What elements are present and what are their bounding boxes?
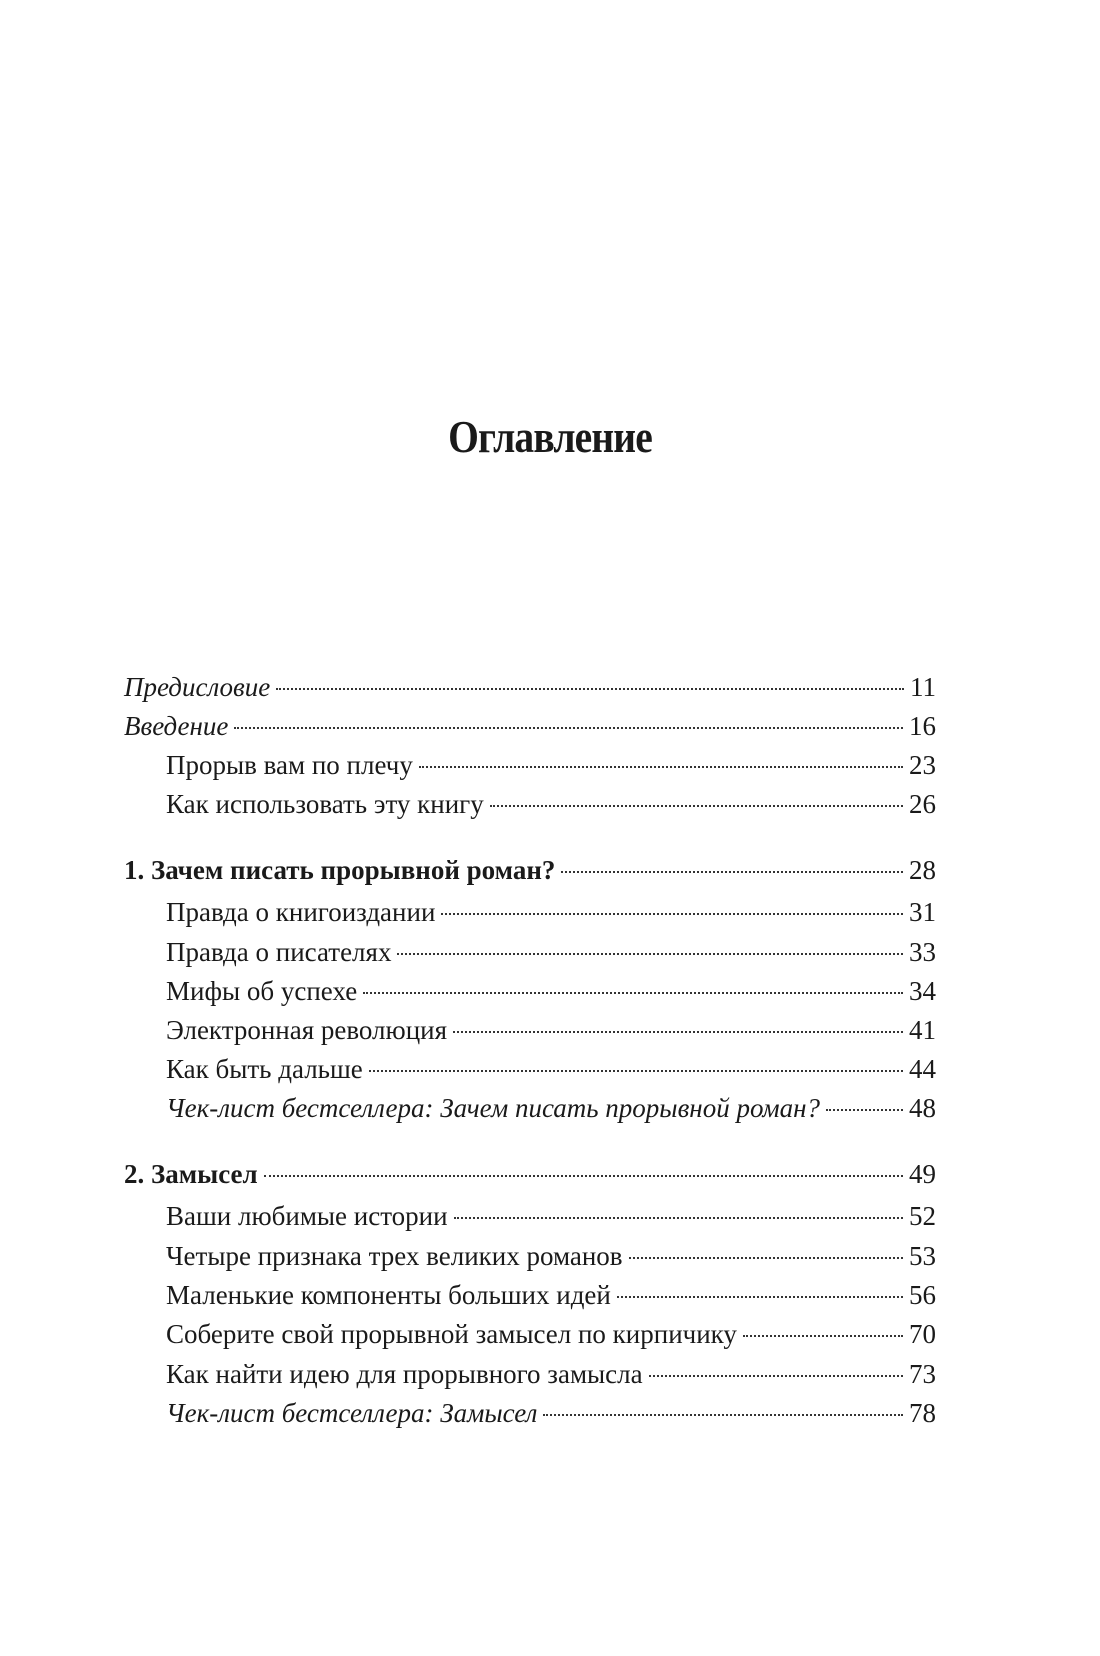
toc-page-number: 73 xyxy=(909,1359,936,1389)
toc-entry xyxy=(124,670,936,704)
toc-entry-label: 1. Зачем писать прорывной роман? xyxy=(124,855,556,885)
toc-page-number: 16 xyxy=(909,711,936,741)
toc-page-number: 31 xyxy=(909,897,936,927)
toc-page-number: 41 xyxy=(909,1015,936,1045)
toc-page-number: 11 xyxy=(910,672,936,702)
toc-page-number: 70 xyxy=(909,1319,936,1349)
toc-entry xyxy=(166,748,936,782)
dot-leader xyxy=(453,1031,903,1033)
toc-page-number: 23 xyxy=(909,750,936,780)
toc-entry xyxy=(166,1239,936,1273)
dot-leader xyxy=(454,1217,903,1219)
toc-page-number: 56 xyxy=(909,1280,936,1310)
dot-leader xyxy=(743,1335,903,1337)
dot-leader xyxy=(617,1296,903,1298)
page-title: Оглавление xyxy=(448,411,652,462)
dot-leader xyxy=(419,766,903,768)
toc-entry-label: Прорыв вам по плечу xyxy=(166,750,413,780)
dot-leader xyxy=(276,688,904,690)
toc-entry xyxy=(166,1317,936,1351)
toc-entry-label: Чек-лист бестселлера: Зачем писать прорывной роман? xyxy=(166,1093,821,1123)
toc-entry-label: Мифы об успехе xyxy=(166,976,358,1006)
toc-entry-label: 2. Замысел xyxy=(124,1159,258,1189)
toc-entry-label: Правда о писателях xyxy=(166,937,392,967)
toc-page-number: 78 xyxy=(909,1398,936,1428)
toc-entry-label: Электронная революция xyxy=(166,1015,448,1045)
toc-page-number: 44 xyxy=(909,1054,936,1084)
toc-entry xyxy=(166,1396,936,1430)
toc-page-number: 49 xyxy=(909,1159,936,1189)
toc-entry-label: Как использовать эту книгу xyxy=(166,789,484,819)
toc-entry xyxy=(166,1199,936,1233)
toc-entry xyxy=(166,787,936,821)
toc-entry-label: Соберите свой прорывной замысел по кирпичику xyxy=(166,1319,737,1349)
toc-page-number: 34 xyxy=(909,976,936,1006)
toc-entry-label: Как быть дальше xyxy=(166,1054,363,1084)
dot-leader xyxy=(369,1070,903,1072)
toc-chapter-entry xyxy=(124,1157,936,1191)
toc-page-number: 52 xyxy=(909,1201,936,1231)
toc-chapter-entry xyxy=(124,853,936,887)
toc-page-number: 48 xyxy=(909,1093,936,1123)
toc-entry xyxy=(166,1278,936,1312)
toc-page-number: 28 xyxy=(909,855,936,885)
toc-entry xyxy=(166,1357,936,1391)
dot-leader xyxy=(561,871,903,873)
dot-leader xyxy=(234,727,903,729)
dot-leader xyxy=(826,1109,903,1111)
toc-page-number: 53 xyxy=(909,1241,936,1271)
toc-entry-label: Четыре признака трех великих романов xyxy=(166,1241,623,1271)
toc-page-number: 33 xyxy=(909,937,936,967)
dot-leader xyxy=(543,1414,903,1416)
dot-leader xyxy=(441,913,903,915)
toc-entry-label: Чек-лист бестселлера: Замысел xyxy=(166,1398,538,1428)
toc-entry xyxy=(166,974,936,1008)
dot-leader xyxy=(629,1257,903,1259)
dot-leader xyxy=(649,1375,903,1377)
toc-entry-label: Маленькие компоненты больших идей xyxy=(166,1280,611,1310)
dot-leader xyxy=(264,1175,903,1177)
toc-entry xyxy=(166,935,936,969)
toc-entry xyxy=(166,1052,936,1086)
toc-entry xyxy=(166,1013,936,1047)
toc-entry-label: Предисловие xyxy=(124,672,271,702)
toc-entry-label: Как найти идею для прорывного замысла xyxy=(166,1359,643,1389)
toc-entry xyxy=(166,1091,936,1125)
toc-entry-label: Введение xyxy=(124,711,229,741)
toc-entry-label: Ваши любимые истории xyxy=(166,1201,448,1231)
dot-leader xyxy=(397,953,903,955)
dot-leader xyxy=(363,992,903,994)
toc-entry xyxy=(124,709,936,743)
toc-page-number: 26 xyxy=(909,789,936,819)
toc-entry xyxy=(166,895,936,929)
dot-leader xyxy=(490,805,903,807)
toc-entry-label: Правда о книгоиздании xyxy=(166,897,436,927)
